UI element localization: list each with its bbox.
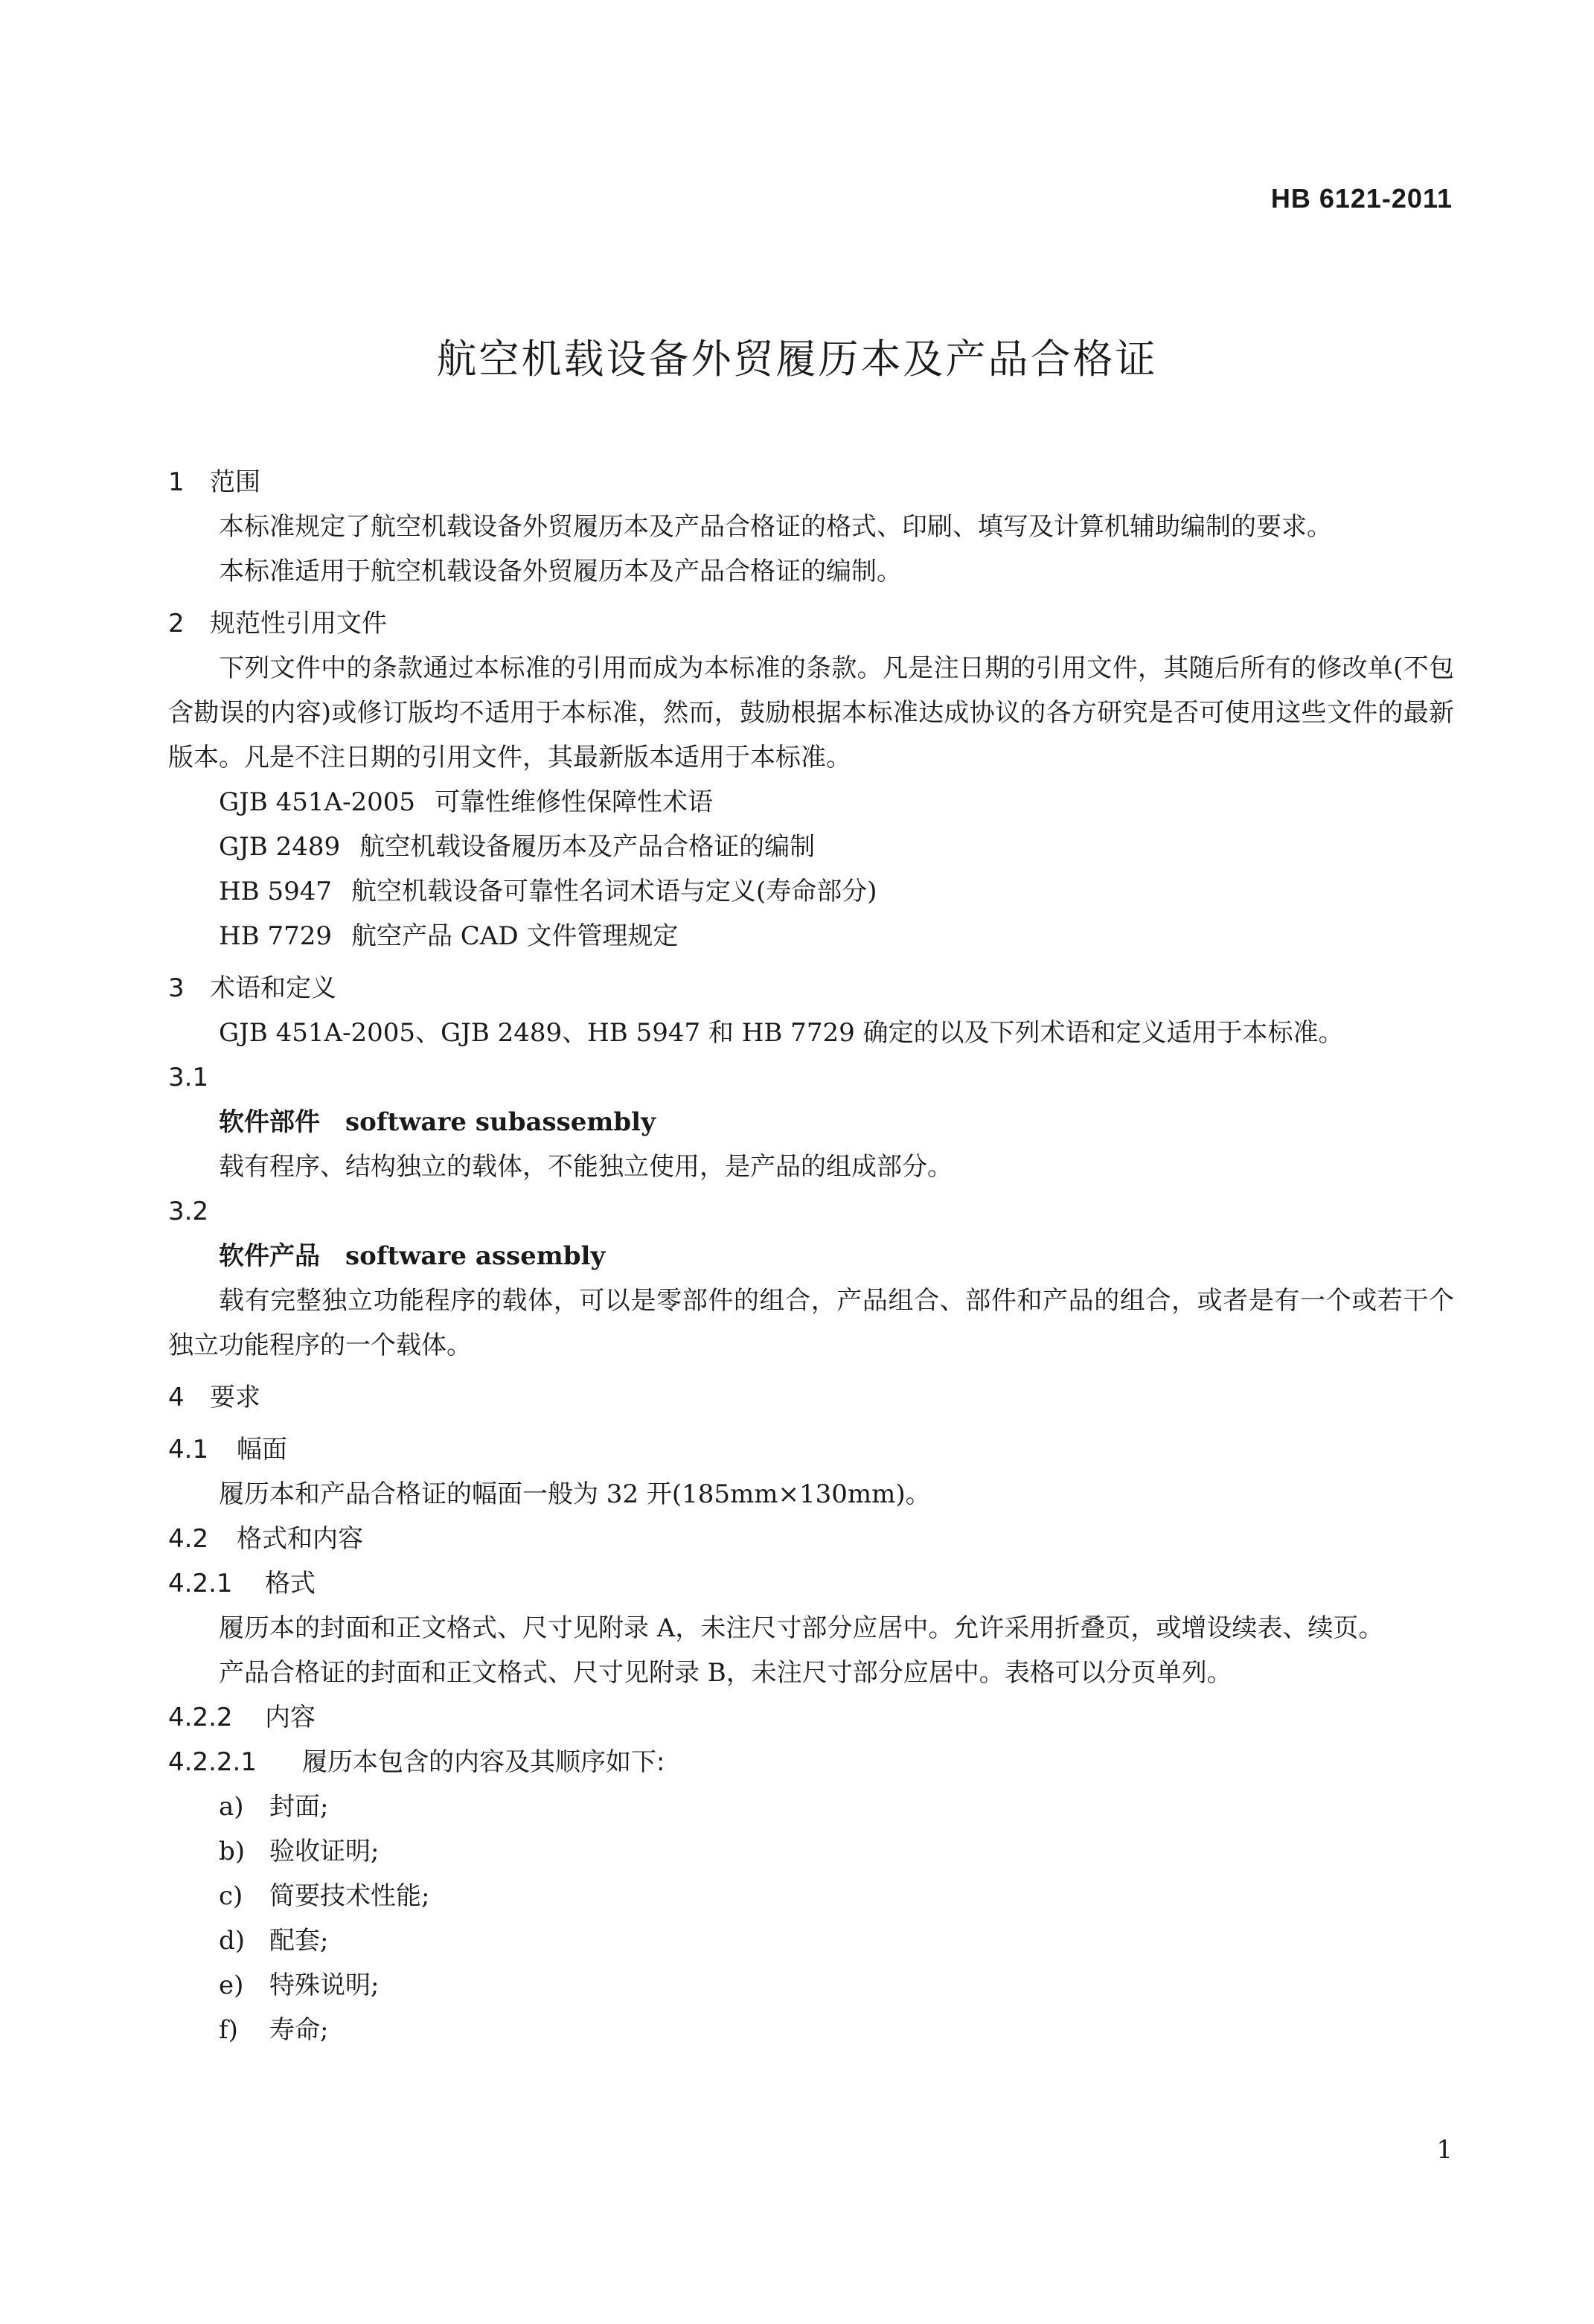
reference-code: HB 5947 xyxy=(219,877,332,906)
reference-item xyxy=(168,869,1454,914)
term-number: 3.1 xyxy=(168,1063,209,1092)
term-entry xyxy=(168,1100,1454,1145)
page-number: 1 xyxy=(1436,2135,1453,2165)
section-title: 要求 xyxy=(210,1383,260,1412)
section-number: 4.2 xyxy=(168,1524,209,1554)
term-chinese: 软件部件 xyxy=(219,1107,320,1137)
list-marker: f) xyxy=(219,2015,238,2045)
reference-code: HB 7729 xyxy=(219,921,332,951)
section-title: 履历本包含的内容及其顺序如下: xyxy=(302,1747,665,1777)
section-2-heading xyxy=(168,601,1454,646)
reference-code: GJB 2489 xyxy=(219,832,341,862)
term-english: software subassembly xyxy=(345,1107,656,1137)
section-number: 3 xyxy=(168,973,185,1003)
document-title: 航空机载设备外贸履历本及产品合格证 xyxy=(436,336,1158,382)
section-number: 1 xyxy=(168,467,185,497)
list-item xyxy=(168,1874,1454,1918)
section-4-2-heading xyxy=(168,1517,1454,1561)
section-4-2-2-heading xyxy=(168,1695,1454,1740)
paragraph: GJB 451A-2005、GJB 2489、HB 5947 和 HB 7729 确定的以及下列术语和定义适用于本标准。 xyxy=(219,1018,1344,1048)
section-title: 规范性引用文件 xyxy=(210,609,387,638)
reference-item xyxy=(168,780,1454,825)
section-number: 4.2.2.1 xyxy=(168,1747,257,1777)
standard-number: HB 6121-2011 xyxy=(1270,183,1453,214)
reference-title: 可靠性维修性保障性术语 xyxy=(435,787,714,817)
section-number: 2 xyxy=(168,609,185,638)
section-title: 术语和定义 xyxy=(210,973,336,1003)
list-item xyxy=(168,2008,1454,2052)
list-text: 简要技术性能; xyxy=(269,1881,430,1911)
reference-item xyxy=(168,914,1454,958)
list-text: 特殊说明; xyxy=(269,1971,380,2000)
list-text: 配套; xyxy=(269,1926,329,1956)
section-title: 内容 xyxy=(265,1703,316,1732)
term-english: software assembly xyxy=(345,1241,606,1271)
paragraph: 履历本和产品合格证的幅面一般为 32 开(185mm×130mm)。 xyxy=(219,1479,931,1509)
list-item xyxy=(168,1918,1454,1963)
paragraph: 本标准规定了航空机载设备外贸履历本及产品合格证的格式、印刷、填写及计算机辅助编制的要求。 xyxy=(219,512,1332,542)
list-text: 验收证明; xyxy=(269,1837,380,1866)
list-marker: d) xyxy=(219,1926,246,1956)
term-number: 3.2 xyxy=(168,1197,209,1226)
list-item xyxy=(168,1784,1454,1829)
reference-title: 航空机载设备履历本及产品合格证的编制 xyxy=(359,832,816,862)
paragraph: 产品合格证的封面和正文格式、尺寸见附录 B，未注尺寸部分应居中。表格可以分页单列。 xyxy=(219,1658,1232,1688)
paragraph: 履历本的封面和正文格式、尺寸见附录 A，未注尺寸部分应居中。允许采用折叠页，或增设续表、续页。 xyxy=(219,1613,1384,1643)
section-number: 4.2.1 xyxy=(168,1569,233,1598)
list-marker: a) xyxy=(219,1792,244,1822)
reference-title: 航空产品 CAD 文件管理规定 xyxy=(351,921,679,951)
section-title: 幅面 xyxy=(237,1435,287,1464)
section-4-heading xyxy=(168,1375,1454,1420)
document-body xyxy=(168,460,1454,2052)
list-marker: e) xyxy=(219,1971,244,2000)
section-title: 格式 xyxy=(265,1569,316,1598)
list-marker: b) xyxy=(219,1837,246,1866)
section-title: 格式和内容 xyxy=(237,1524,363,1554)
term-chinese: 软件产品 xyxy=(219,1241,320,1271)
term-definition: 载有程序、结构独立的载体，不能独立使用，是产品的组成部分。 xyxy=(219,1152,953,1182)
section-title: 范围 xyxy=(210,467,260,497)
reference-title: 航空机载设备可靠性名词术语与定义(寿命部分) xyxy=(351,877,877,906)
reference-code: GJB 451A-2005 xyxy=(219,787,416,817)
list-item xyxy=(168,1829,1454,1874)
list-marker: c) xyxy=(219,1881,243,1911)
reference-item xyxy=(168,825,1454,869)
section-number: 4.2.2 xyxy=(168,1703,233,1732)
list-text: 寿命; xyxy=(269,2015,329,2045)
list-item xyxy=(168,1963,1454,2008)
paragraph: 下列文件中的条款通过本标准的引用而成为本标准的条款。凡是注日期的引用文件，其随后所有的修改单(不包含勘误的内容)或修订版均不适用于本标准，然而，鼓励根据本标准达成协议的各方研究是否可使用这些文件的最新版本。凡是不注日期的引用文件，其最新版本适用于本标准。 xyxy=(168,653,1454,772)
section-number: 4 xyxy=(168,1383,185,1412)
term-definition: 载有完整独立功能程序的载体，可以是零部件的组合，产品组合、部件和产品的组合，或者是有一个或若干个独立功能程序的一个载体。 xyxy=(168,1286,1454,1360)
paragraph: 本标准适用于航空机载设备外贸履历本及产品合格证的编制。 xyxy=(219,557,902,586)
section-3-heading xyxy=(168,966,1454,1011)
section-1-heading xyxy=(168,460,1454,505)
section-number: 4.1 xyxy=(168,1435,209,1464)
section-4-1-heading xyxy=(168,1427,1454,1472)
section-4-2-2-1-heading xyxy=(168,1740,1454,1784)
list-text: 封面; xyxy=(269,1792,329,1822)
section-4-2-1-heading xyxy=(168,1561,1454,1606)
term-entry xyxy=(168,1234,1454,1278)
